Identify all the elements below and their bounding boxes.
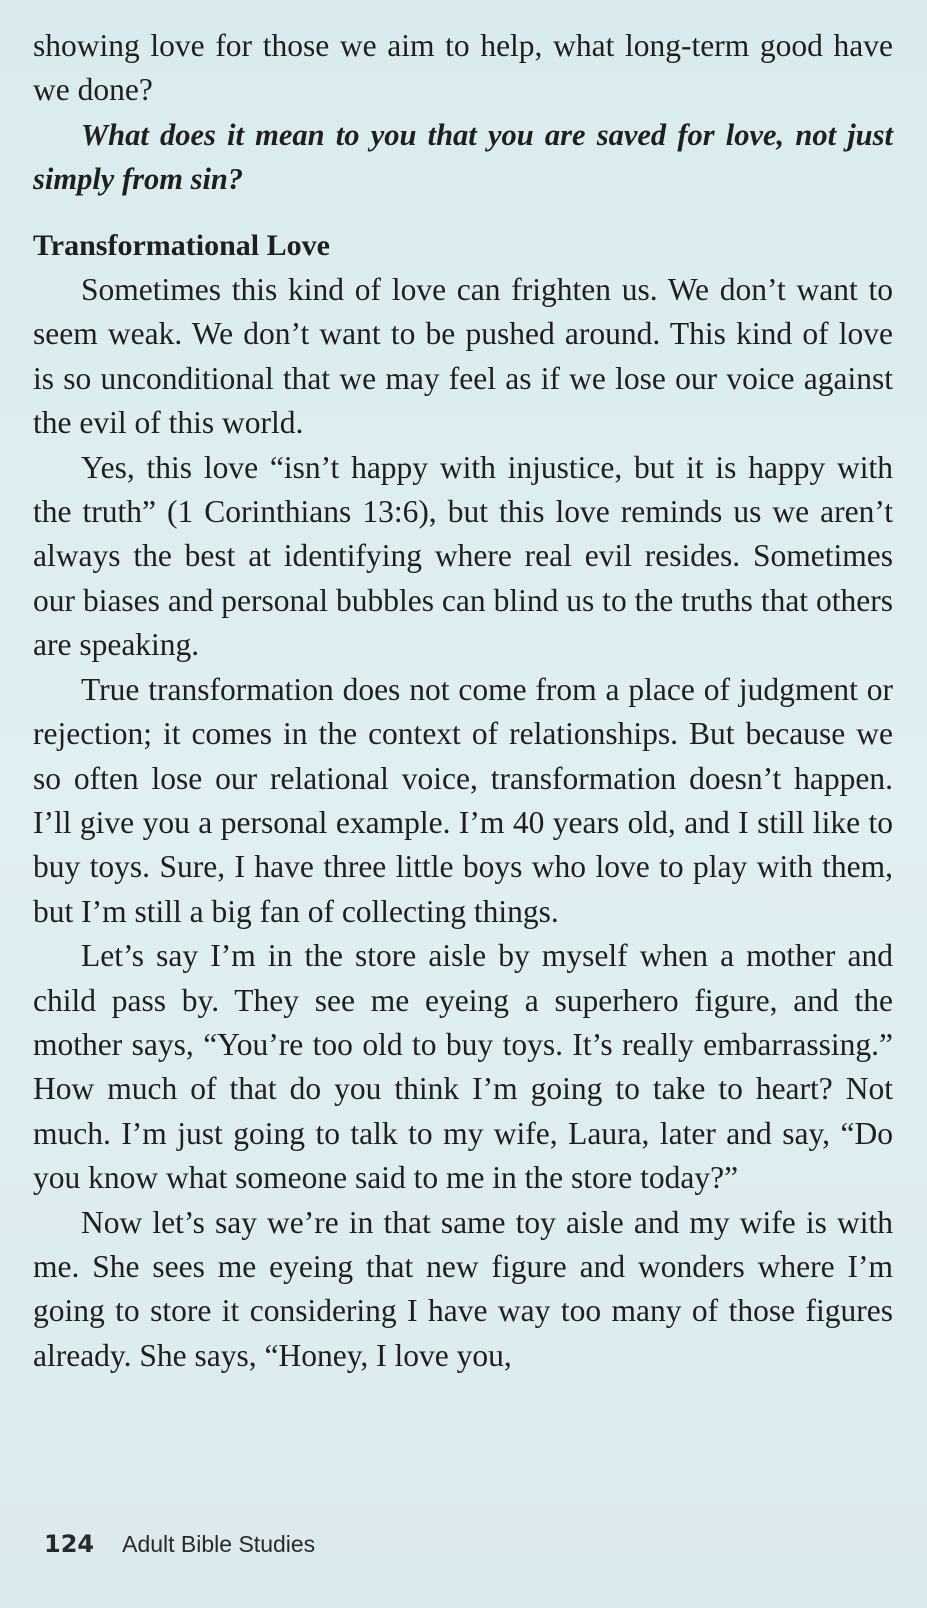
paragraph-continuation: showing love for those we aim to help, what long-term good have we done? (33, 28, 893, 108)
page-footer (44, 1530, 315, 1570)
paragraph: Now let’s say we’re in that same toy aisle and my wife is with me. She sees me eyeing that new figure and wonders where I’m going to store it considering I have way too many of those figures already. She says, “Honey, I love you, (33, 1204, 893, 1373)
paragraph: Let’s say I’m in the store aisle by myself when a mother and child pass by. They see me eyeing a superhero figure, and the mother says, “You’re too old to buy toys. It’s really embarrassing.” How much of that do you think I’m going to take to heart? Not much. I’m just going to talk to my wife, Laura, later and say, “Do you know what someone said to me in the store today?” (33, 938, 893, 1196)
reflection-question: What does it mean to you that you are saved for love, not just simply from sin? (33, 117, 893, 197)
section-heading: Transformational Love (33, 228, 330, 262)
paragraph: Sometimes this kind of love can frighten us. We don’t want to seem weak. We don’t want to be pushed around. This kind of love is so unconditional that we may feel as if we lose our voice against the evil of this world. (33, 272, 893, 441)
page-number: 124 (44, 1530, 95, 1558)
page-body (33, 24, 893, 1378)
publication-name: Adult Bible Studies (122, 1531, 316, 1557)
paragraph: Yes, this love “isn’t happy with injustice, but it is happy with the truth” (1 Corinthians 13:6), but this love reminds us we aren’t always the best at identifying where real evil resides. Sometimes our biases and personal bubbles can blind us to the truths that others are speaking. (33, 449, 893, 663)
paragraph: True transformation does not come from a place of judgment or rejection; it comes in the context of relationships. But because we so often lose our relational voice, transformation doesn’t happen. I’ll give you a personal example. I’m 40 years old, and I still like to buy toys. Sure, I have three little boys who love to play with them, but I’m still a big fan of collecting things. (33, 671, 893, 929)
